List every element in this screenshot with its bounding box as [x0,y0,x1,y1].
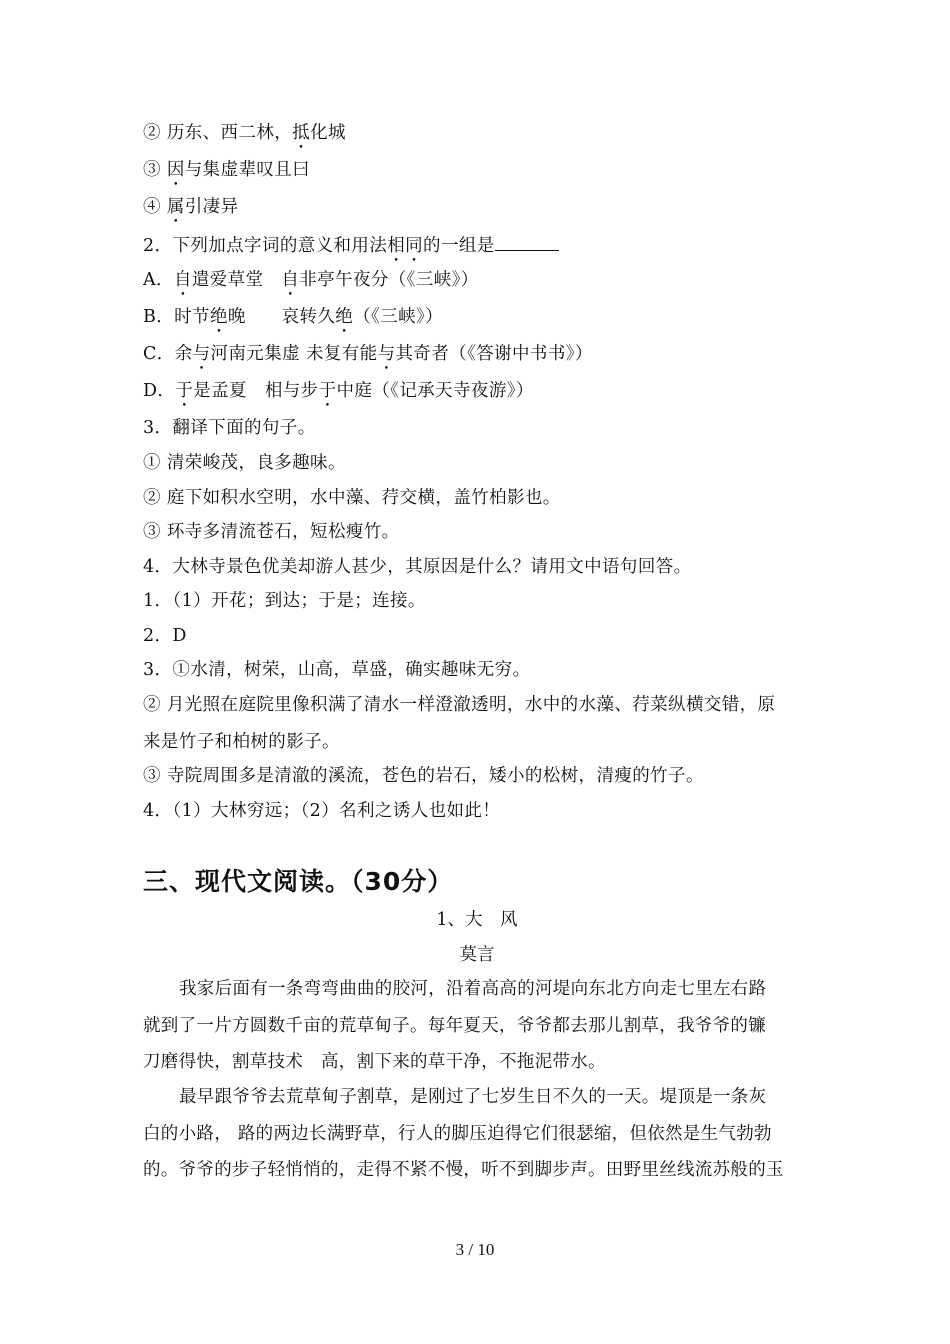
q3-item-1: ① 清荣峻茂，良多趣味。 [143,453,346,473]
article-author: 莫言 [459,945,495,965]
q2-option-c: C．余与河南元集虚 未复有能与其奇者（《答谢中书书》） [143,344,593,364]
dotted-char: 抵 [292,123,311,143]
article-paragraph-1 [143,971,811,1081]
q2-stem: 2．下列加点字词的意义和用法相同的一组是 [143,232,811,266]
article-paragraph-2 [143,1079,811,1189]
q2-option-a: A．自遣爱草堂 自非亭午夜分（《三峡》） [143,270,479,290]
answer-1: 1．（1）开花；到达；于是；连接。 [143,591,426,611]
dotted-word: 相同 [387,236,424,256]
answer-4: 4．（1）大林穷远；（2）名利之诱人也如此！ [143,801,501,821]
q3-item-2: ② 庭下如积水空明，水中藻、荇交横，盖竹柏影也。 [143,488,561,508]
answer-3-3: ③ 寺院周围多是清澈的溪流，苍色的岩石，矮小的松树，清瘦的竹子。 [143,766,704,786]
answer-blank [495,232,559,251]
dotted-char: 属 [166,197,185,217]
q1-item-4: ④ 属引凄异 [143,197,239,217]
q3-item-3: ③ 环寺多清流苍石，短松瘦竹。 [143,522,400,542]
answer-3-2-line1: ② 月光照在庭院里像积满了清水一样澄澈透明，水中的水藻、荇菜纵横交错，原 [143,695,776,715]
page-number: 3 / 10 [455,1240,495,1259]
q3-stem: 3．翻译下面的句子。 [143,418,316,438]
answer-2: 2．D [143,626,187,646]
article-title: 1、大 风 [436,910,518,930]
section-heading: 三、现代文阅读。（30分） [143,867,454,896]
q2-option-b: B．时节绝晚 哀转久绝（《三峡》） [143,307,444,327]
dotted-char: 因 [166,160,185,180]
answer-3-1: 3．①水清，树荣，山高，草盛，确实趣味无穷。 [143,660,531,680]
paragraph-line: 最早跟爷爷去荒草甸子割草，是刚过了七岁生日不久的一天。堤顶是一条灰 [179,1087,767,1107]
paragraph-line: 就到了一片方圆数千亩的荒草甸子。每年夏天，爷爷都去那儿割草，我爷爷的镰 [143,1015,766,1036]
paragraph-line: 我家后面有一条弯弯曲曲的胶河，沿着高高的河堤向东北方向走七里左右路 [179,979,767,999]
q2-option-d: D．于是孟夏 相与步于中庭（《记承天寺夜游》） [143,381,534,401]
q4-stem: 4．大林寺景色优美却游人甚少，其原因是什么？请用文中语句回答。 [143,557,692,577]
paragraph-line: 白的小路， 路的两边长满野草，行人的脚压迫得它们很瑟缩，但依然是生气勃勃 [143,1123,772,1144]
paragraph-line: 的。爷爷的步子轻悄悄的，走得不紧不慢，听不到脚步声。田野里丝线流苏般的玉 [143,1160,784,1180]
q1-item-3: ③ 因与集虚辈叹且曰 [143,160,311,180]
q1-item-2: ② 历东、西二林，抵化城 [143,123,346,143]
paragraph-line: 刀磨得快，割草技术 高，割下来的草干净，不拖泥带水。 [143,1052,606,1072]
answer-3-2-line2: 来是竹子和柏树的影子。 [143,732,340,752]
